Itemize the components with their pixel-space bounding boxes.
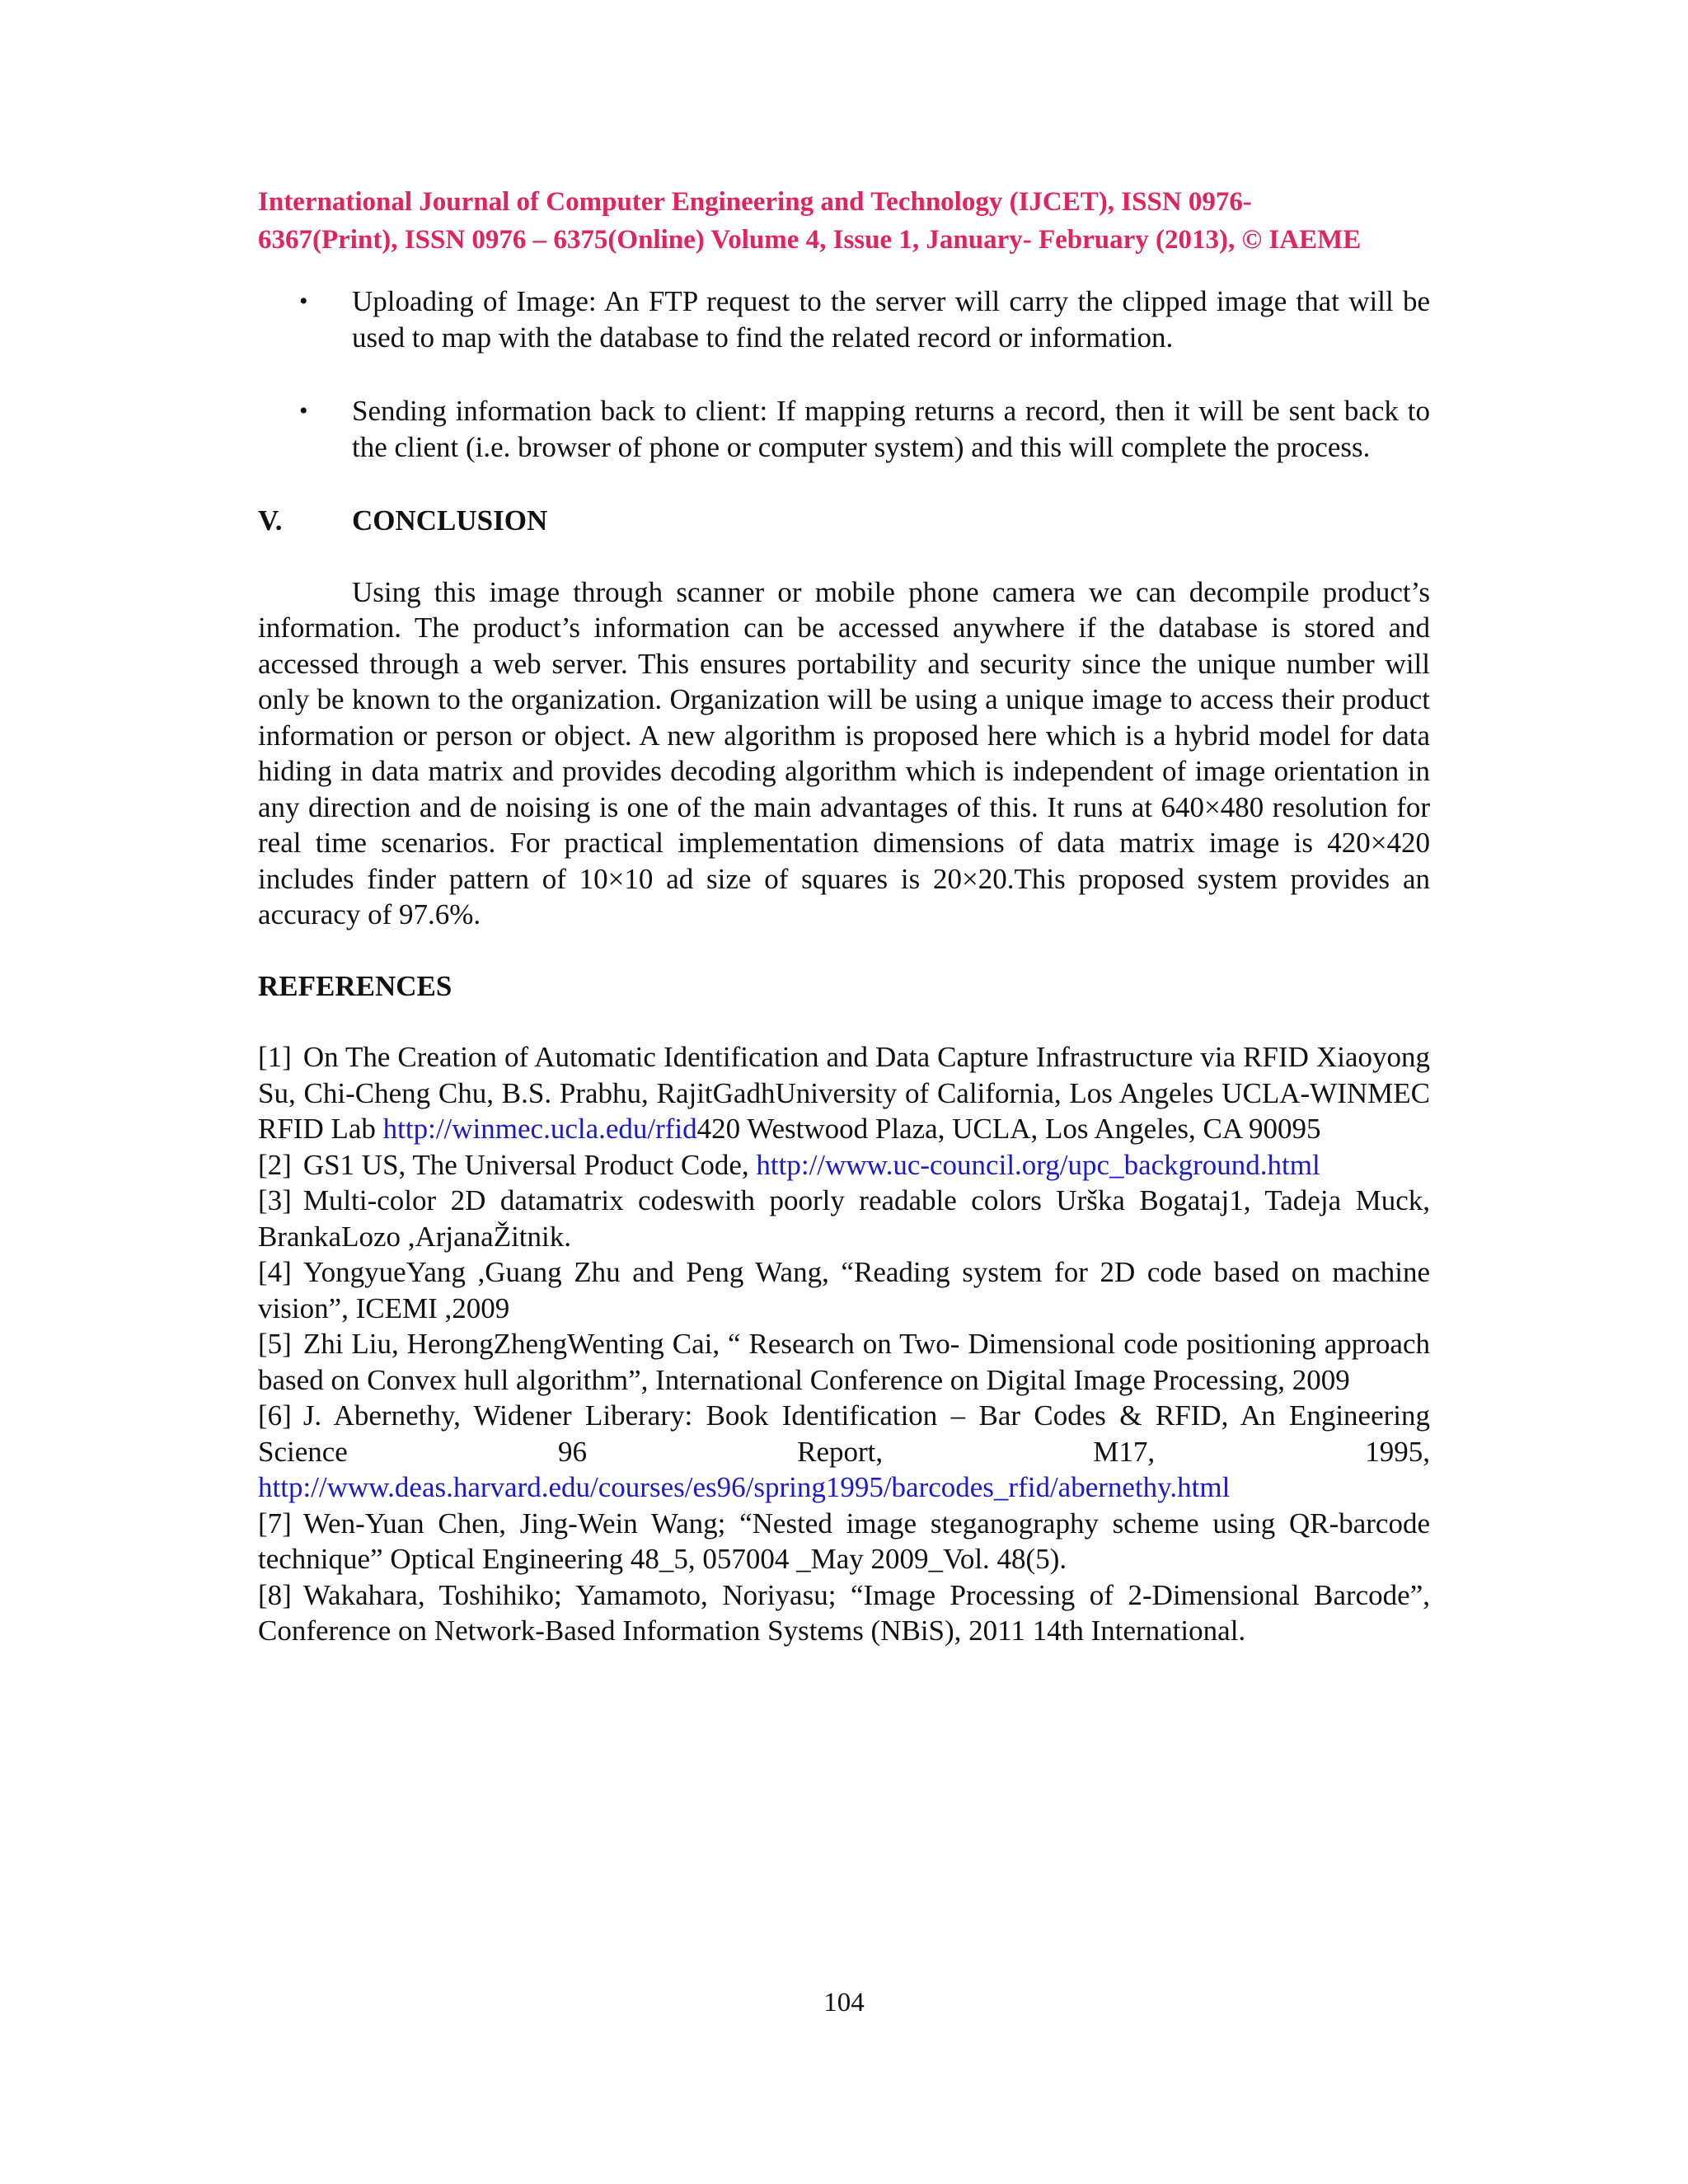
bullet-text: Sending information back to client: If mapping returns a record, then it will be sent back to the client (i.e. browser of phone or computer system) and this will complete the process. [352, 395, 1430, 463]
bullet-item [258, 284, 1430, 355]
reference-item [258, 1326, 1430, 1398]
reference-number: [4] [258, 1256, 292, 1288]
journal-header-line2: 6367(Print), ISSN 0976 – 6375(Online) Volume 4, Issue 1, January- February (2013), © IAEME [258, 225, 1362, 255]
reference-item [258, 1183, 1430, 1254]
reference-link[interactable]: http://www.deas.harvard.edu/courses/es96/spring1995/barcodes_rfid/abernethy.html [258, 1471, 1231, 1503]
reference-text-after: 420 Westwood Plaza, UCLA, Los Angeles, CA 90095 [696, 1113, 1321, 1145]
reference-text: On The Creation of Automatic Identification and Data Capture Infrastructure via RFID Xiaoyong Su, Chi-Cheng Chu, B.S. Prabhu, RajitGadhUniversity of California, Los Angeles UCLA-WINMEC RFID Lab [258, 1041, 1430, 1145]
section-number: V. [258, 504, 283, 537]
reference-text: GS1 US, The Universal Product Code, [302, 1148, 757, 1181]
bullet-text: Uploading of Image: An FTP request to the server will carry the clipped image that will be used to map with the database to find the related record or information. [352, 285, 1430, 354]
section-title: CONCLUSION [352, 504, 548, 537]
references-list [258, 1039, 1430, 1649]
reference-number: [5] [258, 1328, 292, 1360]
reference-number: [3] [258, 1184, 292, 1216]
reference-text: Wakahara, Toshihiko; Yamamoto, Noriyasu; “Image Processing of 2-Dimensional Barcode”, Conference on Network-Based Information Systems (NBiS), 2011 14th International. [258, 1578, 1430, 1647]
reference-item [258, 1254, 1430, 1326]
reference-item [258, 1506, 1430, 1577]
reference-link-line [258, 1469, 1430, 1506]
reference-text: Wen-Yuan Chen, Jing-Wein Wang; “Nested image steganography scheme using QR-barcode technique” Optical Engineering 48_5, 057004 _May 2009_Vol. 48(5). [258, 1507, 1430, 1575]
reference-link[interactable]: http://winmec.ucla.edu/rfid [382, 1113, 697, 1145]
reference-number: [1] [258, 1041, 292, 1073]
reference-item [258, 1147, 1430, 1183]
references-heading: REFERENCES [258, 969, 452, 1002]
reference-text: YongyueYang ,Guang Zhu and Peng Wang, “Reading system for 2D code based on machine vision”, ICEMI ,2009 [258, 1256, 1430, 1324]
reference-text: Multi-color 2D datamatrix codeswith poorly readable colors Urška Bogataj1, Tadeja Muck, BrankaLozo ,ArjanaŽitnik. [258, 1184, 1430, 1253]
journal-header-line1: International Journal of Computer Engineering and Technology (IJCET), ISSN 0976- [258, 187, 1252, 217]
reference-item [258, 1039, 1430, 1147]
reference-number: [7] [258, 1507, 292, 1540]
bullet-list [258, 284, 1430, 465]
bullet-item [258, 393, 1430, 465]
reference-number: [2] [258, 1148, 292, 1181]
page-content [258, 183, 1430, 1649]
reference-text: Zhi Liu, HerongZhengWenting Cai, “ Research on Two- Dimensional code positioning approach based on Convex hull algorithm”, International Conference on Digital Image Processing, 2009 [258, 1328, 1430, 1396]
reference-number: [6] [258, 1399, 292, 1432]
section-heading-conclusion [258, 503, 1430, 539]
bullet-icon: • [299, 288, 308, 315]
reference-item [258, 1398, 1430, 1469]
reference-text: J. Abernethy, Widener Liberary: Book Identification – Bar Codes & RFID, An Engineering Science 96 Report, M17, 1995, [258, 1399, 1430, 1468]
body-text [258, 284, 1430, 1649]
reference-link[interactable]: http://www.uc-council.org/upc_background.html [756, 1148, 1320, 1181]
page-number: 104 [823, 1988, 865, 2018]
journal-header [258, 183, 1430, 259]
reference-item [258, 1577, 1430, 1649]
reference-number: [8] [258, 1578, 292, 1611]
conclusion-paragraph: Using this image through scanner or mobile phone camera we can decompile product’s information. The product’s information can be accessed anywhere if the database is stored and accessed through a web server. This ensures portability and security since the unique number will only be known to the organization. Organization will be using a unique image to access their product information or person or object. A new algorithm is proposed here which is a hybrid model for data hiding in data matrix and provides decoding algorithm which is independent of image orientation in any direction and de noising is one of the main advantages of this. It runs at 640×480 resolution for real time scenarios. For practical implementation dimensions of data matrix image is 420×420 includes finder pattern of 10×10 ad size of squares is 20×20.This proposed system provides an accuracy of 97.6%. [258, 575, 1430, 930]
bullet-icon: • [299, 397, 308, 424]
